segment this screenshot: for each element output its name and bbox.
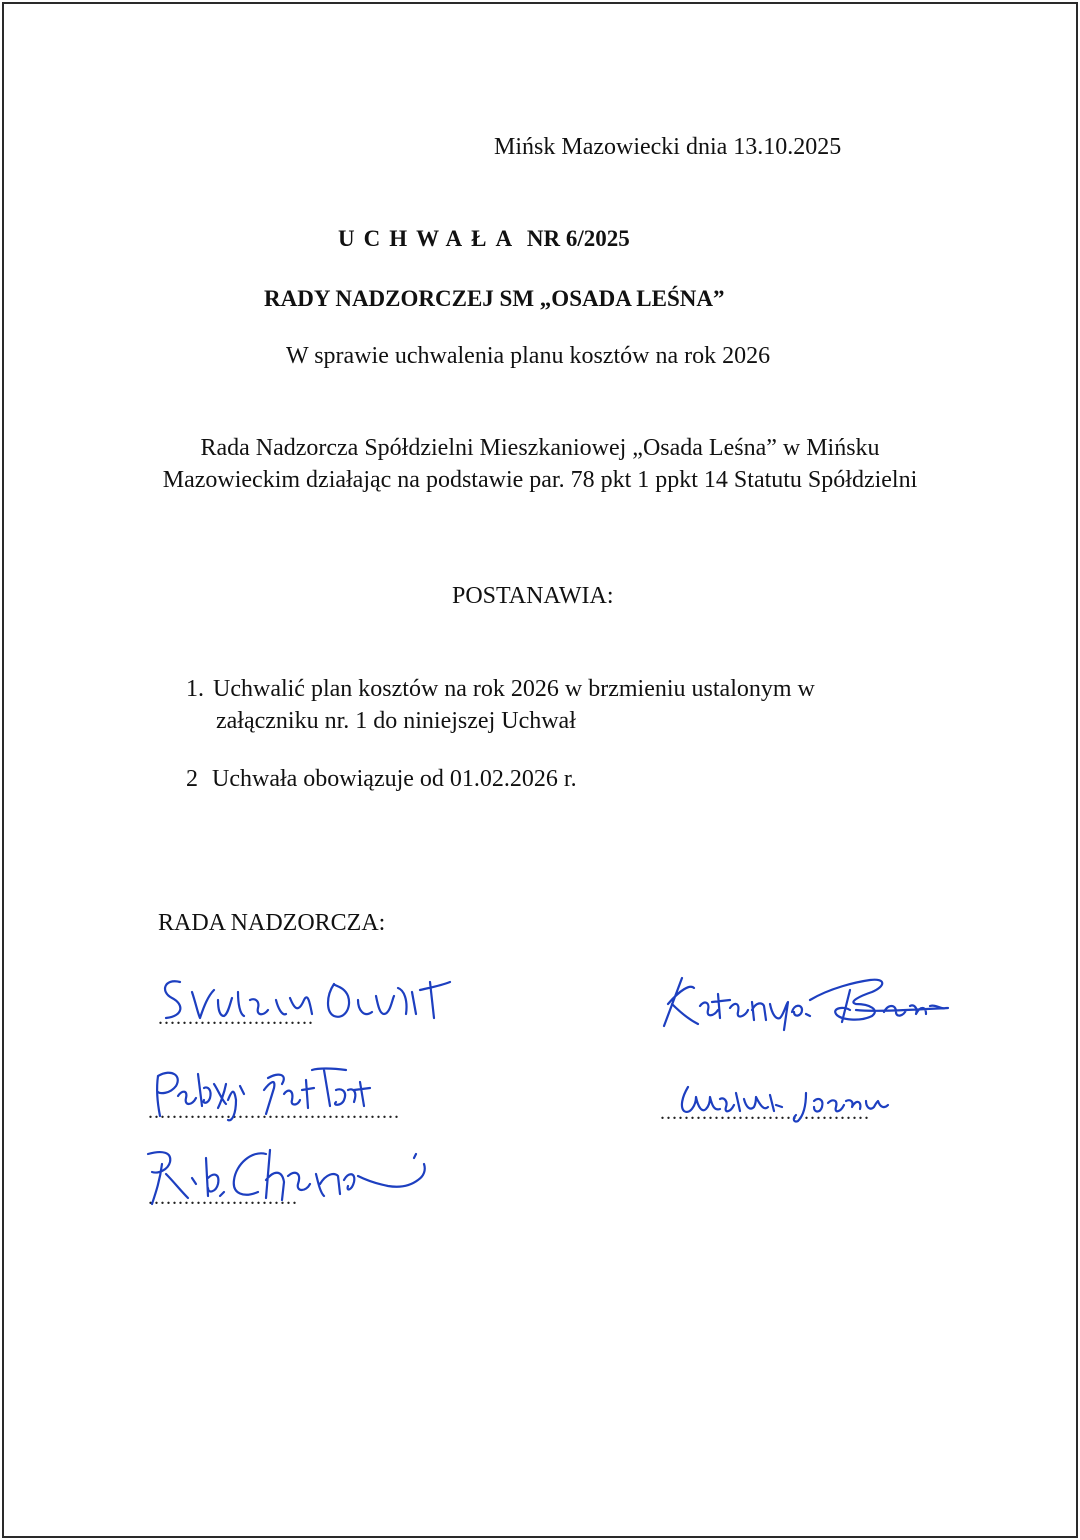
handwritten-signature-2 [660,970,950,1030]
signature-block-2 [660,970,950,1030]
signature-block-1 [158,970,478,1030]
resolution-subject: W sprawie uchwalenia planu kosztów na rok 2026 [286,343,771,369]
resolution-word: UCHWAŁA [338,226,522,251]
item-number: 2 [186,766,198,792]
place-date-line: Mińsk Mazowiecki dnia 13.10.2025 [494,134,842,160]
preamble-line-2: Mazowieckim działając na podstawie par. 78 pkt 1 ppkt 14 Statutu Spółdzielni [162,467,918,493]
handwritten-signature-3 [148,1060,418,1124]
signature-block-4 [660,1075,930,1125]
decision-item-2 [186,763,577,795]
signature-line: .......................................... [148,1101,400,1123]
signature-line: .......................... [158,1007,314,1029]
item-text-line-1: Uchwała obowiązuje od 01.02.2026 r. [212,766,577,792]
item-number: 1. [186,676,204,702]
decision-heading: POSTANAWIA: [452,583,614,609]
handwritten-signature-1 [158,970,478,1030]
handwritten-signature-4 [660,1075,930,1125]
decision-item-1 [186,673,815,737]
signature-block-3 [148,1060,418,1124]
resolution-title [338,226,630,252]
signature-line: ......................... [148,1187,298,1209]
issuing-body-title: RADY NADZORCZEJ SM „OSADA LEŚNA” [264,286,725,311]
resolution-number: NR 6/2025 [526,226,630,251]
preamble-paragraph [100,432,980,496]
signature-block-5 [148,1140,438,1210]
item-text-line-2: załączniku nr. 1 do niniejszej Uchwał [216,708,576,734]
item-text-line-1: Uchwalić plan kosztów na rok 2026 w brzmieniu ustalonym w [213,676,815,702]
supervisory-board-heading: RADA NADZORCZA: [158,910,386,936]
handwritten-signature-5 [148,1140,438,1210]
preamble-line-1: Rada Nadzorcza Spółdzielni Mieszkaniowej „Osada Leśna” w Mińsku [200,435,880,461]
signature-line: ................................... [660,1102,870,1124]
